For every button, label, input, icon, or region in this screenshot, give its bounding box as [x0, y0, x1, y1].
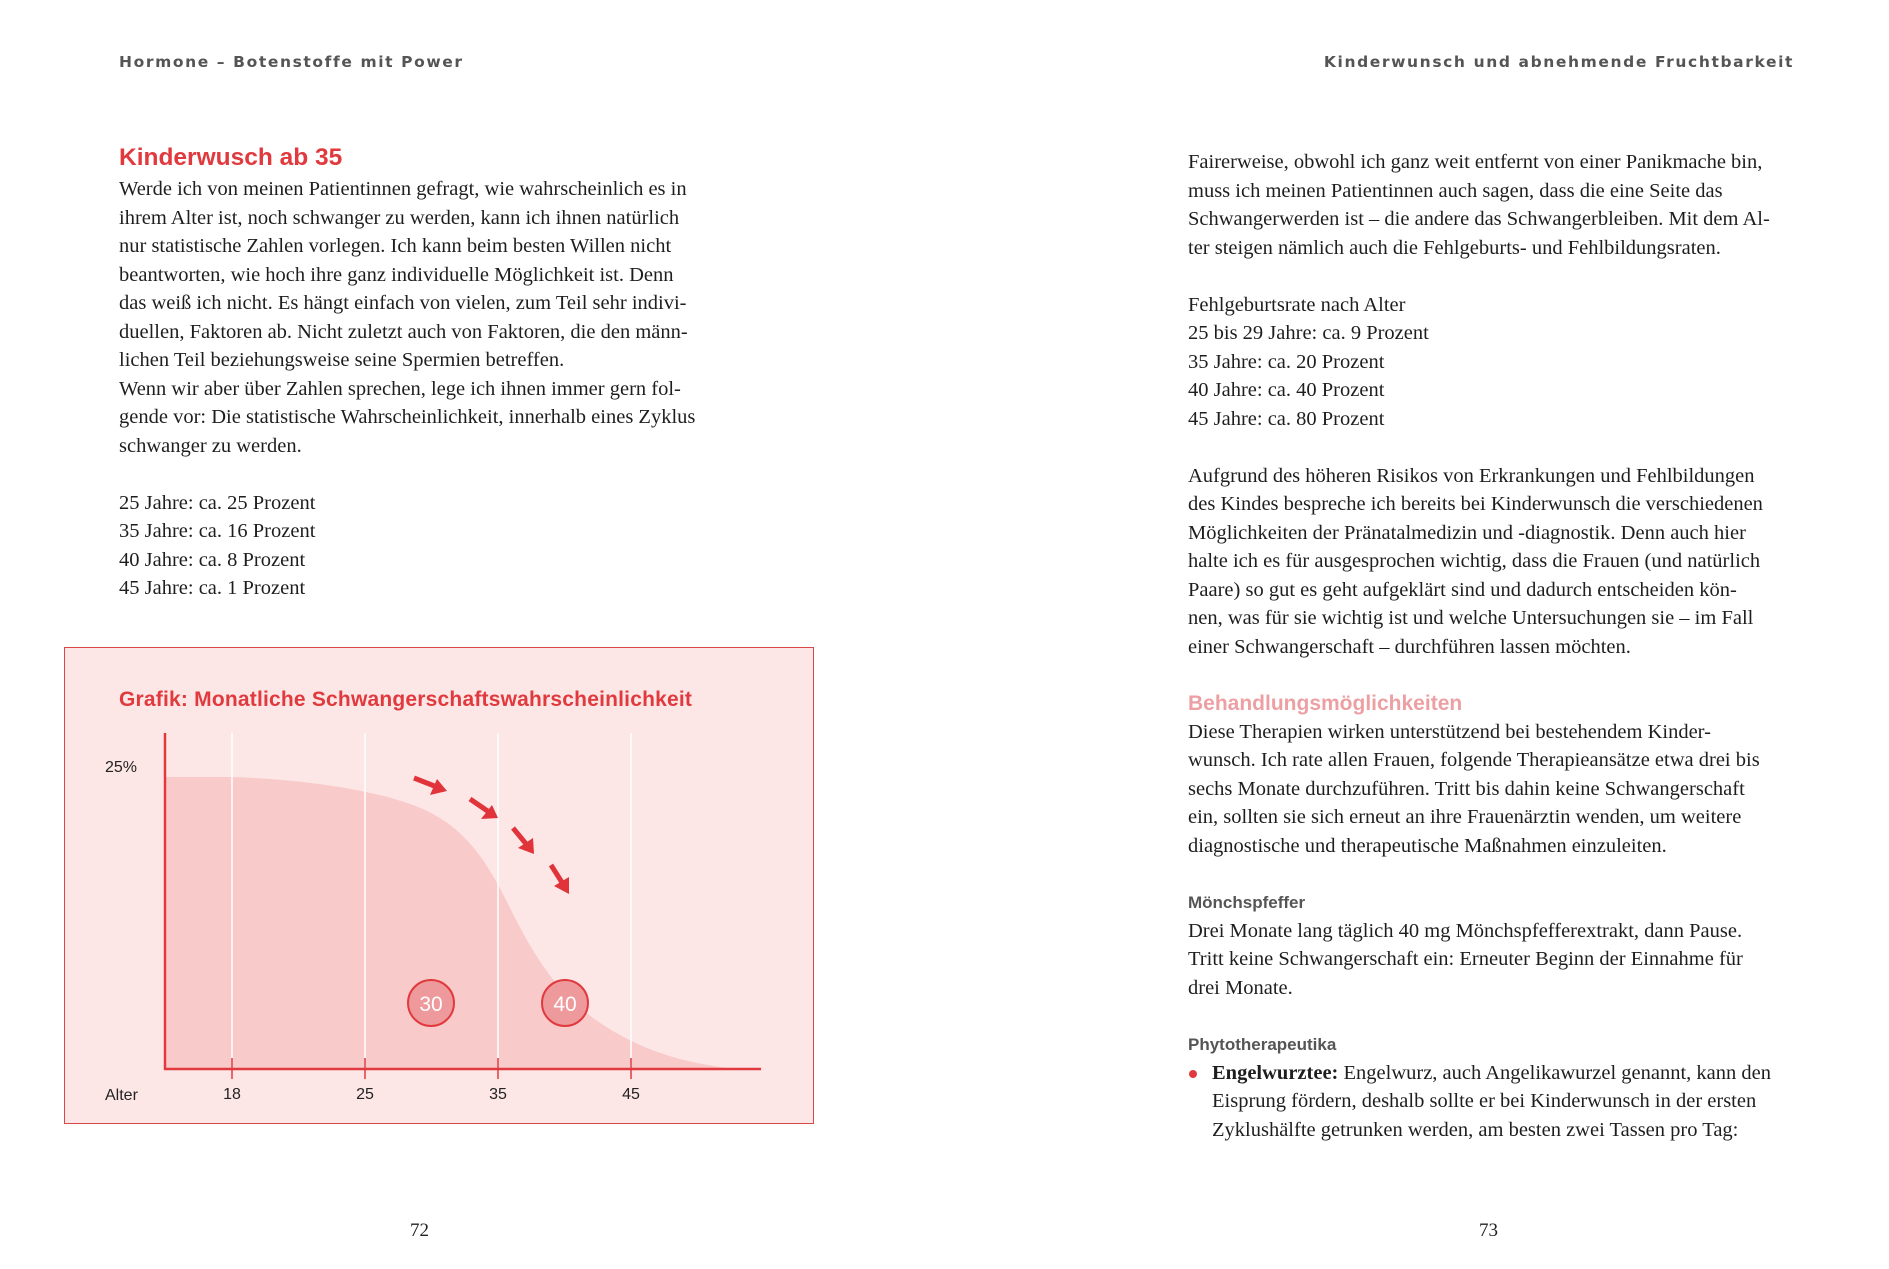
chart-title: Grafik: Monatliche Schwangerschaftswahrscheinlichkeit — [119, 688, 693, 711]
x-tick-label: 35 — [489, 1086, 507, 1103]
text-line: wunsch. Ich rate allen Frauen, folgende Therapieansätze etwa drei bis — [1188, 749, 1760, 771]
text-line: Werde ich von meinen Patientinnen gefragt, wie wahrscheinlich es in — [119, 178, 687, 200]
text-line: Möglichkeiten der Pränatalmedizin und -diagnostik. Denn auch hier — [1188, 521, 1746, 544]
spacer — [1188, 262, 1798, 291]
text-line: muss ich meinen Patientinnen auch sagen, dass die eine Seite das — [1188, 179, 1723, 202]
text-line: sechs Monate durchzuführen. Tritt bis dahin keine Schwangerschaft — [1188, 777, 1745, 800]
age-marker-label: 30 — [419, 993, 443, 1016]
monk-pepper-heading: Mönchspfeffer — [1188, 892, 1306, 912]
miscarriage-rate-list — [1188, 291, 1798, 434]
text-line: schwanger zu werden. — [119, 434, 302, 457]
probability-area — [165, 777, 735, 1069]
x-tick-label: 25 — [356, 1086, 374, 1103]
left-page-content — [119, 143, 729, 603]
text-line: Diese Therapien wirken unterstützend bei bestehendem Kinder- — [1188, 720, 1711, 743]
text-line: halte ich es für ausgesprochen wichtig, dass die Frauen (und natürlich — [1188, 550, 1761, 572]
spacer — [1188, 1002, 1798, 1031]
pregnancy-probability-chart — [64, 647, 814, 1124]
spacer — [1188, 661, 1798, 690]
list-title: Fehlgeburtsrate nach Alter — [1188, 293, 1406, 316]
intro-paragraph — [119, 175, 729, 460]
text-line: nur statistische Zahlen vorlegen. Ich kann beim besten Willen nicht — [119, 235, 672, 257]
stat-line: 25 Jahre: ca. 25 Prozent — [119, 491, 316, 514]
text-line: Schwangerwerden ist – die andere das Schwangerbleiben. Mit dem Al- — [1188, 208, 1770, 230]
page-number-right: 73 — [1479, 1220, 1498, 1241]
age-marker-40 — [542, 980, 588, 1026]
text-line: gende vor: Die statistische Wahrscheinlichkeit, innerhalb eines Zyklus — [119, 406, 696, 428]
prenatal-paragraph — [1188, 462, 1798, 662]
text-line: Drei Monate lang täglich 40 mg Mönchspfefferextrakt, dann Pause. — [1188, 919, 1743, 942]
text-line: nen, was für sie wichtig ist und welche Untersuchungen sie – im Fall — [1188, 607, 1754, 629]
stat-line: 45 Jahre: ca. 1 Prozent — [119, 577, 306, 599]
text-line: Zyklushälfte getrunken werden, am besten zwei Tassen pro Tag: — [1212, 1118, 1739, 1141]
text-line: Aufgrund des höheren Risikos von Erkrankungen und Fehlbildungen — [1188, 464, 1755, 487]
chart-plot — [65, 648, 815, 1125]
right-page-content — [1188, 148, 1798, 1144]
text-line: duellen, Faktoren ab. Nicht zuletzt auch von Faktoren, die den männ- — [119, 320, 688, 343]
running-head-left: Hormone – Botenstoffe mit Power — [119, 53, 464, 71]
bullet-item-engelwurztee — [1188, 1059, 1798, 1145]
bullet-text: Engelwurz, auch Angelikawurzel genannt, kann den — [1338, 1061, 1771, 1084]
text-line: das weiß ich nicht. Es hängt einfach von vielen, zum Teil sehr indivi- — [119, 292, 687, 314]
text-line: Tritt keine Schwangerschaft ein: Erneuter Beginn der Einnahme für — [1188, 948, 1743, 970]
stat-line: 25 bis 29 Jahre: ca. 9 Prozent — [1188, 322, 1429, 344]
x-tick-label: 18 — [223, 1086, 241, 1103]
monk-pepper-paragraph — [1188, 917, 1798, 1003]
stat-line: 35 Jahre: ca. 20 Prozent — [1188, 350, 1385, 373]
stat-line: 40 Jahre: ca. 8 Prozent — [119, 548, 306, 571]
phyto-heading: Phytotherapeutika — [1188, 1034, 1337, 1054]
text-line: lichen Teil beziehungsweise seine Spermien betreffen. — [119, 349, 565, 371]
running-head-right: Kinderwunsch und abnehmende Fruchtbarkeit — [1323, 53, 1794, 71]
decline-arrow-icon — [414, 778, 447, 795]
text-line: Fairerweise, obwohl ich ganz weit entfernt von einer Panikmache bin, — [1188, 151, 1763, 173]
decline-arrow-icon — [513, 828, 534, 854]
text-line: ein, sollten sie sich erneut an ihre Frauenärztin wenden, um weitere — [1188, 806, 1742, 828]
pregnancy-probability-list — [119, 489, 729, 603]
stat-line: 45 Jahre: ca. 80 Prozent — [1188, 407, 1385, 430]
spacer — [1188, 860, 1798, 889]
page-number-left: 72 — [410, 1220, 429, 1241]
intro-paragraph — [1188, 148, 1798, 262]
x-axis-label: Alter — [105, 1087, 138, 1104]
stat-line: 35 Jahre: ca. 16 Prozent — [119, 520, 316, 542]
text-line: des Kindes bespreche ich bereits bei Kinderwunsch die verschiedenen — [1188, 493, 1763, 515]
text-line: ter steigen nämlich auch die Fehlgeburts- und Fehlbildungsraten. — [1188, 236, 1721, 259]
y-tick-label-25: 25% — [105, 759, 138, 776]
spacer — [119, 460, 729, 489]
decline-arrow-icon — [470, 799, 498, 819]
section-heading-kinderwunsch: Kinderwusch ab 35 — [119, 144, 343, 171]
text-line: einer Schwangerschaft – durchführen lassen möchten. — [1188, 635, 1631, 658]
bullet-first-line — [1212, 1059, 1798, 1088]
spacer — [1188, 433, 1798, 462]
stat-line: 40 Jahre: ca. 40 Prozent — [1188, 379, 1385, 401]
bullet-term: Engelwurztee: — [1212, 1061, 1339, 1084]
text-line: Paare) so gut es geht aufgeklärt sind und dadurch entscheiden kön- — [1188, 578, 1737, 601]
x-tick-label: 45 — [622, 1086, 640, 1103]
age-marker-30 — [408, 980, 454, 1026]
text-line: Wenn wir aber über Zahlen sprechen, lege ich ihnen immer gern fol- — [119, 377, 681, 400]
text-line: Eisprung fördern, deshalb sollte er bei Kinderwunsch in der ersten — [1212, 1090, 1757, 1112]
text-line: diagnostische und therapeutische Maßnahmen einzuleiten. — [1188, 834, 1667, 857]
bullet-dot-icon — [1189, 1070, 1197, 1078]
text-line: beantworten, wie hoch ihre ganz individuelle Möglichkeit ist. Denn — [119, 263, 674, 286]
decline-arrow-icon — [551, 865, 569, 894]
text-line: ihrem Alter ist, noch schwanger zu werden, kann ich ihnen natürlich — [119, 206, 680, 229]
treatment-paragraph — [1188, 718, 1798, 861]
treatment-heading: Behandlungsmöglichkeiten — [1188, 691, 1463, 715]
text-line: drei Monate. — [1188, 976, 1293, 999]
age-marker-label: 40 — [553, 993, 577, 1016]
